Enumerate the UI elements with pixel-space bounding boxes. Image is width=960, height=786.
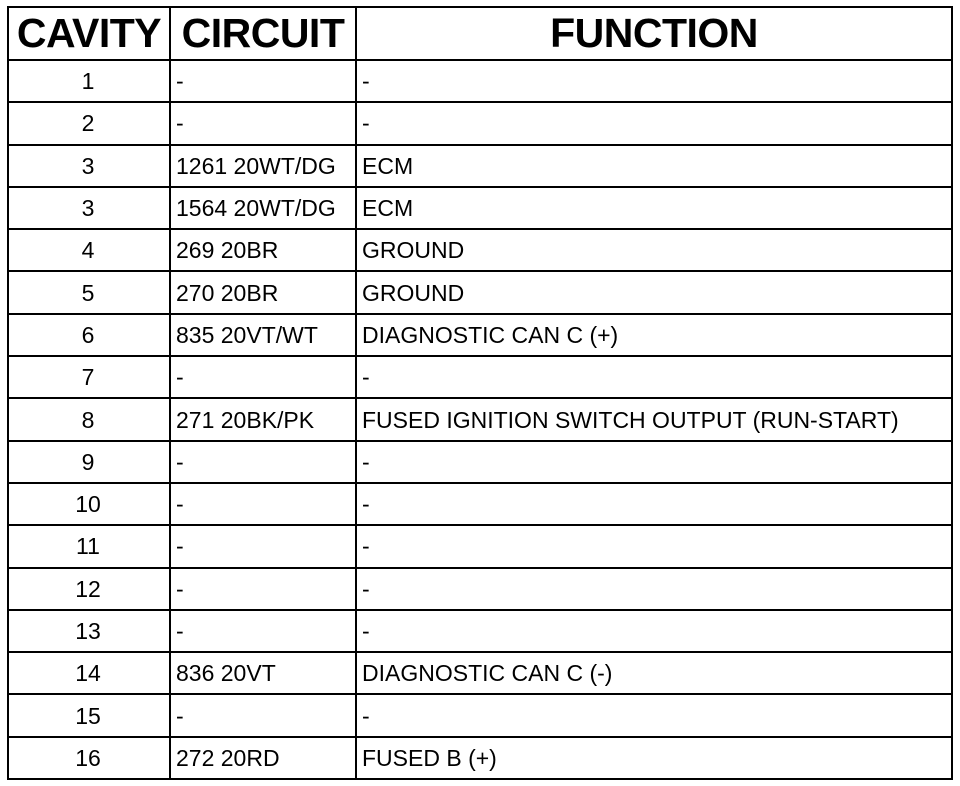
circuit-cell: 1564 20WT/DG [170,187,356,229]
function-cell: FUSED IGNITION SWITCH OUTPUT (RUN-START) [356,398,952,440]
cavity-cell: 3 [8,145,170,187]
cavity-cell: 13 [8,610,170,652]
function-cell: ECM [356,145,952,187]
table-row [8,610,952,652]
cavity-cell: 7 [8,356,170,398]
table-row [8,525,952,567]
circuit-cell: 270 20BR [170,271,356,313]
circuit-cell: 836 20VT [170,652,356,694]
table-row [8,314,952,356]
table-row [8,652,952,694]
circuit-cell: - [170,610,356,652]
cavity-cell: 6 [8,314,170,356]
table-row [8,60,952,102]
cavity-cell: 1 [8,60,170,102]
circuit-cell: 272 20RD [170,737,356,779]
table-row [8,568,952,610]
circuit-cell: - [170,441,356,483]
table-row [8,441,952,483]
connector-pinout-table [7,6,953,780]
table-row [8,398,952,440]
table-row [8,483,952,525]
table-row [8,102,952,144]
cavity-cell: 14 [8,652,170,694]
cavity-cell: 16 [8,737,170,779]
table-row [8,229,952,271]
cavity-cell: 12 [8,568,170,610]
function-cell: FUSED B (+) [356,737,952,779]
circuit-cell: - [170,60,356,102]
circuit-cell: 269 20BR [170,229,356,271]
cavity-cell: 11 [8,525,170,567]
function-cell: - [356,694,952,736]
table-row [8,271,952,313]
table-row [8,694,952,736]
header-row [8,7,952,60]
table-header [8,7,952,60]
circuit-cell: - [170,525,356,567]
function-cell: DIAGNOSTIC CAN C (+) [356,314,952,356]
cavity-cell: 9 [8,441,170,483]
circuit-cell: - [170,568,356,610]
function-cell: GROUND [356,271,952,313]
circuit-cell: 271 20BK/PK [170,398,356,440]
function-cell: - [356,610,952,652]
header-circuit: CIRCUIT [170,7,356,60]
circuit-cell: - [170,356,356,398]
table-body [8,60,952,779]
table-row [8,737,952,779]
circuit-cell: 1261 20WT/DG [170,145,356,187]
cavity-cell: 5 [8,271,170,313]
cavity-cell: 4 [8,229,170,271]
cavity-cell: 15 [8,694,170,736]
function-cell: - [356,356,952,398]
function-cell: GROUND [356,229,952,271]
table-row [8,187,952,229]
function-cell: - [356,568,952,610]
circuit-cell: - [170,694,356,736]
function-cell: - [356,60,952,102]
cavity-cell: 2 [8,102,170,144]
header-cavity: CAVITY [8,7,170,60]
function-cell: - [356,102,952,144]
circuit-cell: 835 20VT/WT [170,314,356,356]
cavity-cell: 8 [8,398,170,440]
table-row [8,356,952,398]
function-cell: DIAGNOSTIC CAN C (-) [356,652,952,694]
function-cell: ECM [356,187,952,229]
cavity-cell: 3 [8,187,170,229]
function-cell: - [356,441,952,483]
function-cell: - [356,525,952,567]
cavity-cell: 10 [8,483,170,525]
circuit-cell: - [170,483,356,525]
table-row [8,145,952,187]
circuit-cell: - [170,102,356,144]
header-function: FUNCTION [356,7,952,60]
function-cell: - [356,483,952,525]
